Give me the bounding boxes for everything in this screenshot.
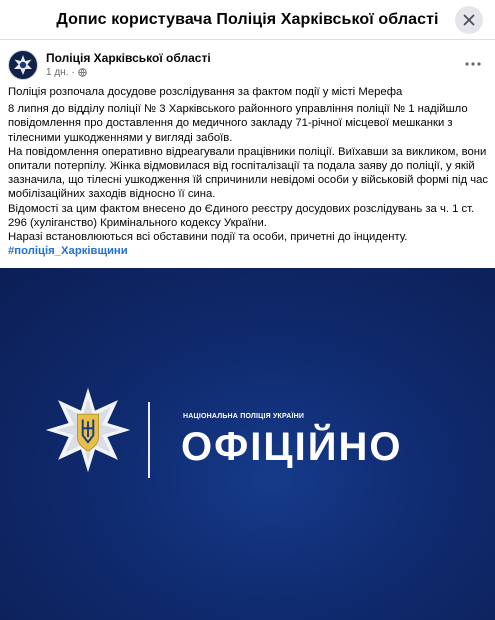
post-paragraph-2: На повідомлення оперативно відреагували працівники поліції. Виїхавши за викликом, вони опитали потерпілу. Жінка відмовилася від госпіталізації та подала заяву до поліції, у якій зазначила, що тілесні ушкодження їй спричинили невідомі особи у військовій формі під час мобілізаційних заходів відносно її сина. — [8, 145, 489, 201]
post-time[interactable]: 1 дн. — [46, 66, 69, 78]
post-time-row — [46, 66, 211, 80]
close-icon — [463, 14, 475, 26]
post-hashtag[interactable]: #поліція_Харківщини — [8, 245, 128, 258]
police-logo-icon — [12, 54, 34, 76]
banner-subtitle: НАЦІОНАЛЬНА ПОЛІЦІЯ УКРАЇНИ — [183, 413, 305, 420]
close-button[interactable] — [455, 6, 483, 34]
post-paragraph-4: Наразі встановлюються всі обставини події та особи, причетні до інциденту. — [8, 231, 408, 244]
separator-dot: · — [71, 66, 75, 78]
banner-divider — [148, 402, 150, 478]
modal-header — [0, 0, 495, 40]
avatar[interactable] — [8, 50, 38, 80]
post-meta — [46, 51, 211, 80]
more-options-icon — [465, 62, 481, 66]
post-paragraph-1: 8 липня до відділу поліції № 3 Харківського районного управління поліції № 1 надійшло повідомлення про доставлення до медичного закладу 71-річної місцевої мешканки з тілесними ушкодженнями у вигляді забоїв. — [8, 103, 468, 144]
police-star-emblem-icon — [44, 386, 132, 474]
more-options-button[interactable] — [461, 54, 485, 74]
post-body — [8, 85, 492, 258]
post-header — [8, 48, 211, 82]
banner-title: ОФІЦІЙНО — [181, 425, 403, 469]
modal-title: Допис користувача Поліція Харківської області — [56, 10, 439, 28]
post-lead: Поліція розпочала досудове розслідування за фактом події у місті Мерефа — [8, 86, 403, 98]
author-name[interactable]: Поліція Харківської області — [46, 50, 211, 65]
post-paragraph-3: Відомості за цим фактом внесено до Єдиного реєстру досудових розслідувань за ч. 1 ст. 296 (хуліганство) Кримінального кодексу України. — [8, 202, 475, 229]
globe-icon — [78, 68, 87, 77]
official-banner-image[interactable] — [0, 268, 495, 620]
